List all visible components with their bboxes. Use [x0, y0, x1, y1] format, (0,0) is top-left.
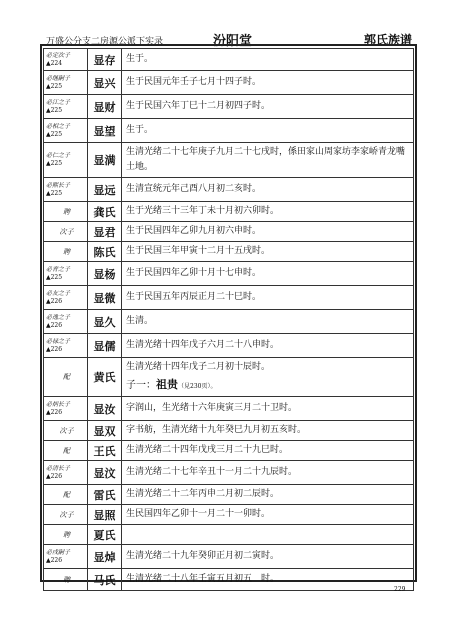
person-name: 显君 — [88, 222, 122, 242]
table-row — [44, 358, 414, 397]
page-ref: ▲226 — [46, 556, 63, 564]
record-text: 字书舫，生清光绪十九年癸巳九月初五亥时。 — [126, 425, 307, 435]
relation-label: 必友之子 — [46, 289, 71, 297]
record-text: 生清光绪二十八年壬寅五月初五 时。 — [126, 574, 280, 584]
relation-cell — [44, 242, 88, 262]
table-row — [44, 262, 414, 286]
relation-cell — [44, 202, 88, 222]
relation-cell — [44, 95, 88, 119]
relation-label: 聘 — [63, 575, 70, 584]
header-right: 郭氏族谱 — [364, 33, 413, 47]
birth-record — [122, 461, 414, 485]
relation-cell — [44, 71, 88, 95]
relation-cell — [44, 569, 88, 591]
table-row — [44, 119, 414, 143]
relation-label: 次子 — [59, 426, 74, 435]
relation-label: 聘 — [63, 247, 70, 256]
table-row — [44, 545, 414, 569]
relation-label: 必禄之子 — [46, 337, 71, 345]
record-text: 生清宣统元年己酉八月初二亥时。 — [126, 184, 262, 194]
relation-cell — [44, 545, 88, 569]
person-name: 显照 — [88, 505, 122, 525]
page-ref: ▲225 — [46, 160, 63, 167]
record-text: 生清光绪二十七年庚子九月二十七戌时，係田家山周家坊李家峤青龙嘴土地。 — [126, 147, 406, 172]
person-name: 显满 — [88, 143, 122, 178]
record-text: 生清光绪二十九年癸卯正月初二寅时。 — [126, 551, 280, 561]
relation-cell — [44, 119, 88, 143]
relation-cell — [44, 441, 88, 461]
person-name: 马氏 — [88, 569, 122, 591]
page-ref: ▲225 — [46, 106, 63, 114]
record-text: 生民国四年乙卯十一月二十一卯时。 — [126, 509, 271, 519]
relation-label: 必继嗣子 — [46, 74, 71, 82]
birth-record — [122, 242, 414, 262]
birth-record — [122, 262, 414, 286]
relation-label: 聘 — [63, 207, 70, 216]
page-ref: ▲225 — [46, 273, 63, 281]
table-row — [44, 441, 414, 461]
birth-record — [122, 310, 414, 334]
relation-cell — [44, 525, 88, 545]
relation-cell — [44, 49, 88, 71]
record-text: 生于民国六年丁巳十二月初四子时。 — [126, 101, 271, 111]
birth-record — [122, 286, 414, 310]
person-name: 显兴 — [88, 71, 122, 95]
person-name: 黄氏 — [88, 358, 122, 397]
relation-cell — [44, 262, 88, 286]
page-ref: ▲224 — [46, 59, 63, 67]
page-number: 229 — [394, 586, 406, 593]
page-ref: ▲226 — [46, 321, 63, 329]
record-text: 生于民国元年壬子七月十四子时。 — [126, 77, 262, 87]
table-row — [44, 310, 414, 334]
relation-cell — [44, 178, 88, 202]
record-text: 生于民国五年丙辰正月二十巳时。 — [126, 292, 262, 302]
relation-label: 次子 — [59, 510, 74, 519]
relation-label: 聘 — [63, 530, 70, 539]
page-ref: ▲226 — [46, 345, 63, 353]
relation-cell — [44, 461, 88, 485]
record-text: 生清。 — [126, 316, 154, 326]
relation-label: 配 — [63, 373, 70, 381]
relation-cell — [44, 397, 88, 421]
birth-record — [122, 222, 414, 242]
page-ref: ▲226 — [46, 408, 63, 416]
page-ref: ▲226 — [46, 297, 63, 305]
person-name: 显望 — [88, 119, 122, 143]
record-text: 生于民国四年乙卯十月十七申时。 — [126, 268, 262, 278]
relation-label: 必江之子 — [46, 98, 71, 106]
person-name: 龚氏 — [88, 202, 122, 222]
person-name: 王氏 — [88, 441, 122, 461]
relation-label: 必炳长子 — [46, 400, 71, 408]
table-row — [44, 95, 414, 119]
relation-label: 必定次子 — [46, 51, 71, 59]
table-row — [44, 485, 414, 505]
birth-record — [122, 119, 414, 143]
table-row — [44, 222, 414, 242]
relation-cell — [44, 143, 88, 178]
relation-cell — [44, 485, 88, 505]
birth-record — [122, 569, 414, 591]
person-name: 显汝 — [88, 397, 122, 421]
relation-label: 配 — [63, 490, 70, 499]
person-name: 陈氏 — [88, 242, 122, 262]
record-text: 生于。 — [126, 125, 154, 135]
table-row — [44, 461, 414, 485]
person-name: 显存 — [88, 49, 122, 71]
birth-record — [122, 421, 414, 441]
table-row — [44, 178, 414, 202]
table-row — [44, 49, 414, 71]
relation-label: 次子 — [59, 227, 74, 236]
birth-record — [122, 49, 414, 71]
person-name: 夏氏 — [88, 525, 122, 545]
person-name: 显焯 — [88, 545, 122, 569]
birth-record — [122, 505, 414, 525]
birth-record — [122, 485, 414, 505]
person-name: 显儒 — [88, 334, 122, 358]
person-name: 显久 — [88, 310, 122, 334]
header-center: 汾阳堂 — [213, 34, 253, 49]
person-name: 显汶 — [88, 461, 122, 485]
children-note — [126, 377, 409, 394]
child-name: 祖贵 — [156, 378, 178, 391]
table-row — [44, 569, 414, 591]
relation-cell — [44, 505, 88, 525]
relation-cell — [44, 334, 88, 358]
record-text: 生于光绪三十三年丁未十月初六卯时。 — [126, 206, 280, 216]
table-row — [44, 525, 414, 545]
page-ref: ▲225 — [46, 82, 63, 90]
table-row — [44, 286, 414, 310]
genealogy-table — [43, 48, 414, 591]
header-left: 万盛公分支二房源公派下实录 — [46, 37, 164, 47]
relation-label: 必清长子 — [46, 464, 71, 472]
relation-label: 必熙长子 — [46, 181, 71, 189]
table-row — [44, 202, 414, 222]
relation-cell — [44, 222, 88, 242]
table-row — [44, 71, 414, 95]
birth-record — [122, 525, 414, 545]
person-name: 显杨 — [88, 262, 122, 286]
person-name: 显远 — [88, 178, 122, 202]
table-row — [44, 242, 414, 262]
relation-cell — [44, 310, 88, 334]
relation-label: 配 — [63, 446, 70, 455]
birth-record — [122, 95, 414, 119]
birth-record — [122, 334, 414, 358]
birth-record — [122, 143, 414, 178]
birth-record — [122, 202, 414, 222]
relation-label: 必相之子 — [46, 122, 71, 130]
record-text: 生清光绪二十四年戊戌三月二十九巳时。 — [126, 445, 289, 455]
record-text: 生于民国三年甲寅十二月十五戌时。 — [126, 246, 271, 256]
children-prefix: 子一： — [126, 380, 156, 391]
relation-cell — [44, 358, 88, 397]
birth-record — [122, 178, 414, 202]
table-row — [44, 397, 414, 421]
record-text: 生清光绪十四年戊子六月二十八申时。 — [126, 340, 280, 350]
person-name: 雷氏 — [88, 485, 122, 505]
page-ref: ▲225 — [46, 189, 63, 197]
relation-label: 必逸之子 — [46, 313, 71, 321]
relation-cell — [44, 421, 88, 441]
table-row — [44, 143, 414, 178]
birth-record — [122, 358, 414, 397]
relation-label: 必戌嗣子 — [46, 548, 71, 556]
relation-cell — [44, 286, 88, 310]
page-ref: ▲226 — [46, 472, 63, 480]
record-text: 字润山，生光绪十六年庚寅三月二十卫时。 — [126, 403, 298, 413]
table-row — [44, 421, 414, 441]
relation-label: 必青之子 — [46, 265, 71, 273]
record-text: 生清光绪二十二年丙申二月初二辰时。 — [126, 489, 280, 499]
birth-record — [122, 441, 414, 461]
table-row — [44, 505, 414, 525]
birth-record — [122, 71, 414, 95]
page-ref: ▲225 — [46, 130, 63, 138]
person-name: 显微 — [88, 286, 122, 310]
person-name: 显财 — [88, 95, 122, 119]
birth-record — [122, 397, 414, 421]
person-name: 显双 — [88, 421, 122, 441]
record-text: 生清光绪十四年戊子二月初十辰时。 — [126, 362, 271, 372]
cross-reference: （見230页）。 — [178, 383, 217, 390]
record-text: 生清光绪二十七年辛丑十一月二十九辰时。 — [126, 467, 298, 477]
birth-record — [122, 545, 414, 569]
record-text: 生于民国四年乙卯九月初六申时。 — [126, 226, 262, 236]
table-row — [44, 334, 414, 358]
relation-label: 必仁之子 — [46, 152, 71, 159]
record-text: 生于。 — [126, 54, 154, 64]
